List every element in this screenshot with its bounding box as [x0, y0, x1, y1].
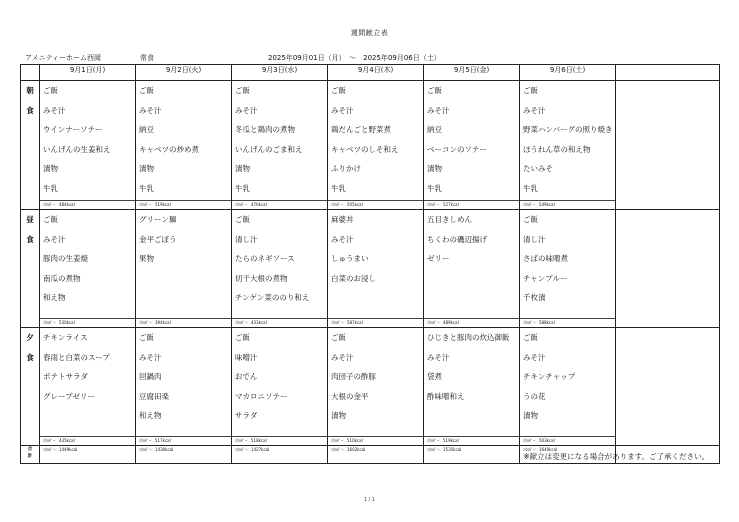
day-header: 9月4日(木)	[328, 65, 424, 81]
energy-value: ｴﾈﾙｷﾞｰ：519kcal	[424, 436, 519, 445]
energy-value: ｴﾈﾙｷﾞｰ：510kcal	[328, 436, 423, 445]
menu-cell	[328, 328, 424, 446]
dish-item: 豚肉の生姜焼	[43, 254, 88, 263]
dish-item: みそ汁	[523, 352, 546, 362]
energy-value: ｴﾈﾙｷﾞｰ：527kcal	[424, 200, 519, 209]
blank-column-header	[616, 65, 720, 81]
dish-item: 豆腐田楽	[139, 391, 169, 401]
meal-label-char: 食	[26, 353, 34, 362]
dish-item: 白菜のお浸し	[331, 273, 376, 283]
dish-list	[232, 81, 327, 200]
dish-list	[424, 81, 519, 200]
dish-item: みそ汁	[427, 352, 450, 362]
energy-value: ｴﾈﾙｷﾞｰ：530kcal	[40, 318, 135, 327]
dish-item: 果物	[139, 254, 154, 263]
dish-item: 納豆	[139, 125, 154, 134]
meal-label-char: 昼	[26, 215, 34, 224]
dish-item: 漬物	[523, 411, 538, 420]
total-cell	[328, 446, 424, 464]
energy-value: ｴﾈﾙｷﾞｰ：587kcal	[328, 318, 423, 327]
total-cell	[136, 446, 232, 464]
menu-cell	[520, 81, 616, 210]
energy-value: ｴﾈﾙｷﾞｰ：489kcal	[424, 318, 519, 327]
menu-cell	[520, 328, 616, 446]
meal-type: 常食	[140, 54, 154, 62]
dish-item: ご飯	[235, 86, 250, 95]
dish-list	[136, 328, 231, 428]
dish-item: ベーコンのソテー	[427, 144, 487, 154]
menu-table	[20, 64, 720, 464]
dish-item: 味噌汁	[235, 352, 258, 362]
blank-cell	[616, 328, 720, 446]
change-notice: ※献立は変更になる場合があります。ご了承ください。	[523, 452, 709, 461]
dish-item: 牛乳	[331, 183, 346, 193]
dish-item: 牛乳	[139, 183, 154, 193]
menu-cell	[40, 328, 136, 446]
day-header: 9月5日(金)	[424, 65, 520, 81]
menu-cell	[136, 210, 232, 328]
blank-cell	[616, 81, 720, 210]
dish-item: 五目きしめん	[427, 215, 472, 224]
menu-cell	[232, 81, 328, 210]
breakfast-row	[21, 81, 720, 210]
dish-item: ご飯	[235, 215, 250, 224]
dish-item: みそ汁	[43, 234, 66, 244]
dish-item: みそ汁	[427, 105, 450, 115]
total-energy-value: ｴﾈﾙｷﾞｰ：1430kcal	[139, 447, 174, 452]
dish-item: 清し汁	[523, 234, 546, 244]
dish-item: チャンプルー	[523, 273, 568, 283]
dish-item: みそ汁	[235, 105, 258, 115]
total-label	[21, 446, 40, 464]
menu-cell	[40, 81, 136, 210]
day-header-row	[21, 65, 720, 81]
dish-item: ほうれん草の和え物	[523, 144, 591, 154]
dish-list	[136, 210, 231, 271]
dish-item: みそ汁	[331, 234, 354, 244]
dish-list	[40, 210, 135, 310]
dish-item: ご飯	[427, 86, 442, 95]
dish-item: ウインナーソテー	[43, 125, 103, 134]
menu-cell	[424, 328, 520, 446]
dish-item: みそ汁	[523, 105, 546, 115]
dish-item: 漬物	[331, 411, 346, 420]
total-energy-value: ｴﾈﾙｷﾞｰ：1449kcal	[43, 447, 78, 452]
dish-item: ご飯	[523, 333, 538, 342]
energy-value: ｴﾈﾙｷﾞｰ：394kcal	[136, 318, 231, 327]
page-number: 1 / 1	[363, 497, 376, 503]
dish-list	[136, 81, 231, 200]
menu-cell	[232, 328, 328, 446]
energy-value: ｴﾈﾙｷﾞｰ：433kcal	[232, 318, 327, 327]
dish-list	[328, 328, 423, 428]
dish-item: 牛乳	[523, 183, 538, 193]
energy-value: ｴﾈﾙｷﾞｰ：519kcal	[136, 200, 231, 209]
facility-name: アメニティーホーム西岡	[25, 54, 102, 62]
dish-item: いんげんのごま和え	[235, 144, 303, 154]
energy-value: ｴﾈﾙｷﾞｰ：435kcal	[40, 436, 135, 445]
dish-item: 春雨と白菜のスープ	[43, 352, 110, 362]
dish-item: 千枚漬	[523, 293, 546, 302]
energy-value: ｴﾈﾙｷﾞｰ：517kcal	[136, 436, 231, 445]
dish-item: 漬物	[139, 164, 154, 173]
total-energy-value: ｴﾈﾙｷﾞｰ：1427kcal	[235, 447, 270, 452]
dish-item: キャベツの炒め煮	[139, 144, 199, 154]
dish-item: 鶏だんごと野菜煮	[331, 125, 391, 134]
day-header: 9月6日(土)	[520, 65, 616, 81]
dish-list	[520, 81, 615, 200]
dish-item: みそ汁	[139, 105, 162, 115]
dish-list	[40, 81, 135, 200]
menu-cell	[424, 81, 520, 210]
dish-item: ゼリー	[427, 254, 450, 263]
energy-value: ｴﾈﾙｷﾞｰ：549kcal	[520, 200, 615, 209]
menu-cell	[136, 328, 232, 446]
menu-cell	[328, 210, 424, 328]
dish-item: みそ汁	[43, 105, 66, 115]
dish-item: チキンライス	[43, 333, 88, 342]
dish-list	[40, 328, 135, 408]
menu-cell	[424, 210, 520, 328]
dish-item: 牛乳	[235, 183, 250, 193]
dinner-row	[21, 328, 720, 446]
dish-item: 切干大根の煮物	[235, 273, 288, 283]
dish-list	[328, 81, 423, 200]
dish-item: ご飯	[523, 215, 538, 224]
dish-item: 回鍋肉	[139, 372, 162, 381]
total-energy-value: ｴﾈﾙｷﾞｰ：1535kcal	[427, 447, 462, 452]
dish-item: 袋煮	[427, 372, 442, 381]
meal-label-char: 食	[26, 106, 34, 115]
dish-item: ご飯	[43, 86, 58, 95]
dish-item: 南瓜の煮物	[43, 273, 81, 283]
day-header: 9月2日(火)	[136, 65, 232, 81]
dish-item: みそ汁	[331, 352, 354, 362]
dish-list	[232, 210, 327, 310]
energy-value: ｴﾈﾙｷﾞｰ：484kcal	[40, 200, 135, 209]
dish-item: 和え物	[43, 293, 66, 302]
dish-item: グレープゼリー	[43, 391, 96, 401]
dish-item: 金平ごぼう	[139, 234, 177, 244]
dish-list	[520, 328, 615, 428]
energy-value: ｴﾈﾙｷﾞｰ：503kcal	[520, 436, 615, 445]
date-range: 2025年09月01日（月） ～ 2025年09月06日（土）	[268, 54, 441, 62]
meal-label	[21, 81, 40, 210]
dish-item: たいみそ	[523, 164, 553, 173]
dish-item: 納豆	[427, 125, 442, 134]
day-header: 9月1日(月)	[40, 65, 136, 81]
menu-cell	[520, 210, 616, 328]
dish-item: いんげんの生姜和え	[43, 144, 111, 154]
dish-item: チキンチャップ	[523, 372, 576, 381]
dish-item: ご飯	[235, 333, 250, 342]
dish-item: ポテトサラダ	[43, 372, 88, 381]
dish-item: ふりかけ	[331, 164, 361, 173]
dish-item: 牛乳	[43, 183, 58, 193]
meal-label-char: 食	[26, 235, 34, 244]
dish-list	[328, 210, 423, 290]
energy-value: ｴﾈﾙｷﾞｰ：505kcal	[328, 200, 423, 209]
dish-item: しゅうまい	[331, 254, 369, 263]
energy-value: ｴﾈﾙｷﾞｰ：588kcal	[520, 318, 615, 327]
dish-item: うの花	[523, 391, 546, 401]
dish-item: みそ汁	[331, 105, 354, 115]
energy-value: ｴﾈﾙｷﾞｰ：518kcal	[232, 436, 327, 445]
dish-item: チンゲン菜ののり和え	[235, 293, 310, 302]
dish-item: 冬瓜と鶏肉の煮物	[235, 125, 295, 134]
dish-item: 大根の金平	[331, 391, 369, 401]
dish-item: ご飯	[523, 86, 538, 95]
dish-item: ご飯	[331, 333, 346, 342]
menu-cell	[136, 81, 232, 210]
dish-item: グリーン麺	[139, 215, 177, 224]
dish-item: みそ汁	[139, 352, 162, 362]
dish-list	[232, 328, 327, 428]
total-label-char: 計	[27, 454, 33, 459]
dish-item: 和え物	[139, 411, 162, 420]
dish-item: 肉団子の酢豚	[331, 372, 376, 381]
meal-label-char: 夕	[26, 333, 34, 342]
meal-label-char: 朝	[26, 86, 34, 95]
total-label-char: 合	[27, 447, 33, 452]
dish-item: 野菜ハンバーグの照り焼き	[523, 125, 613, 134]
dish-item: マカロニソテー	[235, 391, 288, 401]
menu-cell	[328, 81, 424, 210]
total-energy-value: ｴﾈﾙｷﾞｰ：1640kcal	[523, 447, 558, 452]
dish-item: ご飯	[331, 86, 346, 95]
dish-item: キャベツのしそ和え	[331, 144, 399, 154]
menu-cell	[40, 210, 136, 328]
dish-item: さばの味噌煮	[523, 254, 568, 263]
blank-cell	[616, 210, 720, 328]
dish-item: ひじきと豚肉の炊込御飯	[427, 333, 510, 342]
dish-item: たらのネギソース	[235, 254, 295, 263]
dish-item: ご飯	[139, 333, 154, 342]
meal-label	[21, 328, 40, 446]
dish-item: 漬物	[235, 164, 250, 173]
dish-item: ご飯	[139, 86, 154, 95]
dish-list	[520, 210, 615, 310]
lunch-row	[21, 210, 720, 328]
total-cell	[40, 446, 136, 464]
dish-item: 牛乳	[427, 183, 442, 193]
dish-item: 麻婆丼	[331, 215, 354, 224]
energy-value: ｴﾈﾙｷﾞｰ：476kcal	[232, 200, 327, 209]
dish-item: ご飯	[43, 215, 58, 224]
dish-item: サラダ	[235, 411, 258, 420]
dish-item: 酢味噌和え	[427, 391, 465, 401]
dish-item: 清し汁	[235, 234, 258, 244]
page-title: 週間献立表	[350, 29, 389, 37]
dish-item: 漬物	[427, 164, 442, 173]
dish-list	[424, 210, 519, 271]
day-header: 9月3日(水)	[232, 65, 328, 81]
meal-label	[21, 210, 40, 328]
dish-item: ちくわの磯辺揚げ	[427, 234, 487, 244]
dish-list	[424, 328, 519, 408]
total-cell	[232, 446, 328, 464]
dish-item: 漬物	[43, 164, 58, 173]
total-energy-value: ｴﾈﾙｷﾞｰ：1602kcal	[331, 447, 366, 452]
dish-item: おでん	[235, 372, 258, 381]
total-cell	[424, 446, 520, 464]
menu-cell	[232, 210, 328, 328]
corner-cell	[21, 65, 40, 81]
